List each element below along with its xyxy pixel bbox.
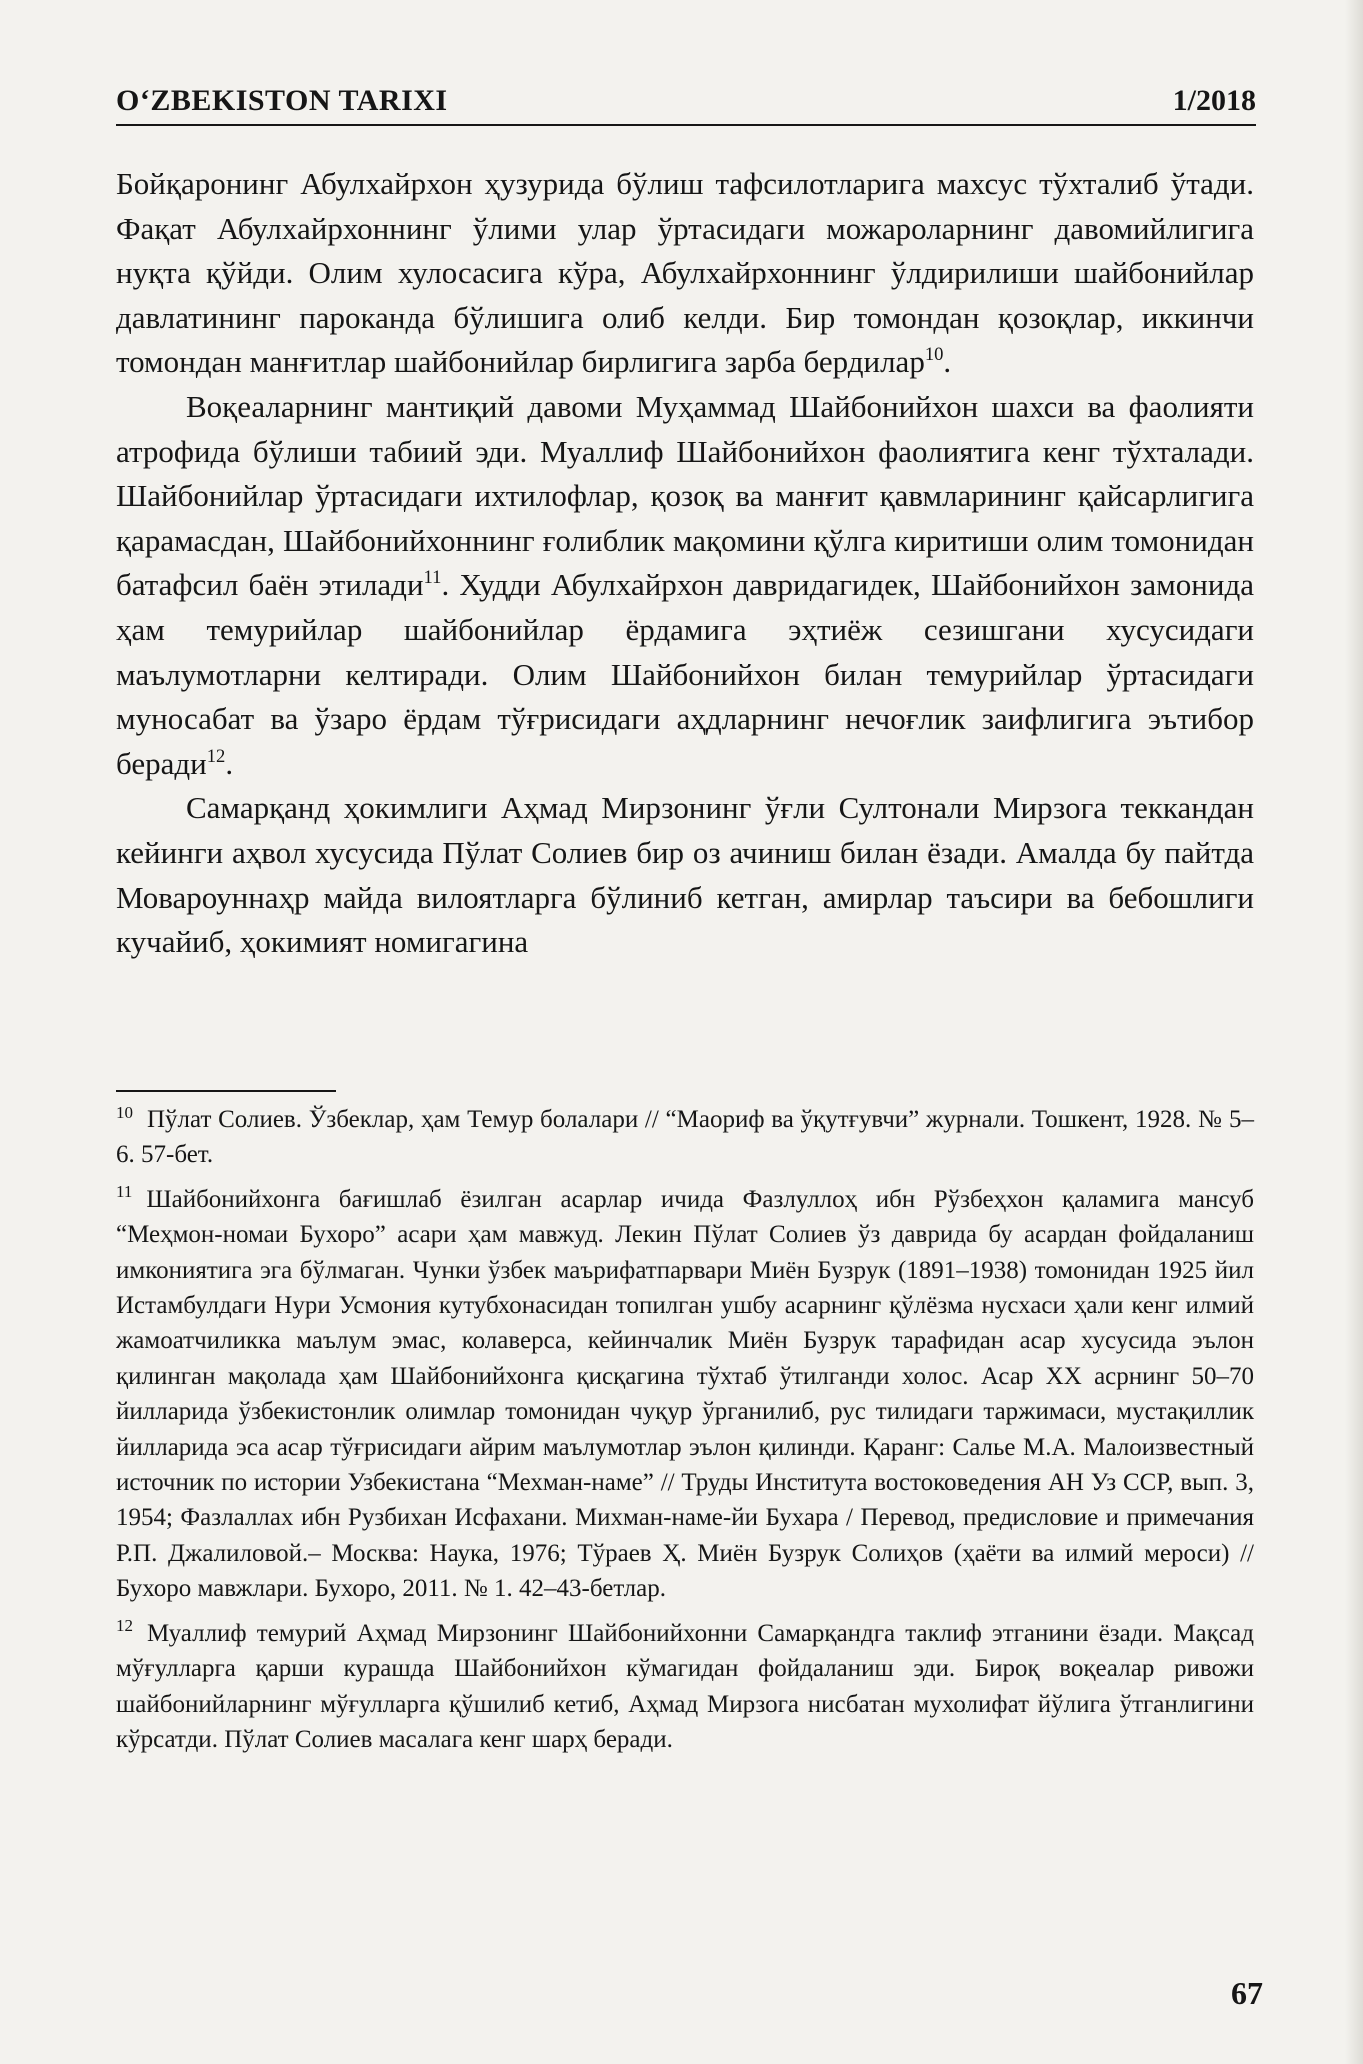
issue-number: 1/2018 [1172,84,1256,117]
footnote-ref: 11 [423,567,442,589]
paragraph-1 [116,162,1254,385]
footnote-11 [116,1182,1254,1607]
main-text [116,162,1254,965]
header-rule [116,124,1256,126]
paragraph-2 [116,385,1254,786]
paragraph-3 [116,786,1254,964]
footnote-text: Пўлат Солиев. Ўзбеклар, ҳам Темур болалари // “Маориф ва ўқутғувчи” журнали. Тошкент, 1928. № 5–6. 57-бет. [116,1106,1254,1169]
footnote-ref: 12 [206,745,226,767]
page-number: 67 [1231,1975,1263,2011]
footnote-text: Шайбонийхонга бағишлаб ёзилган асарлар ичида Фазлуллоҳ ибн Рўзбеҳхон қаламига мансуб “Меҳмон-номаи Бухоро” асари ҳам мавжуд. Лекин Пўлат Солиев ўз даврида бу асардан фойдаланиш имкониятига эга бўлмаган. Чунки ўзбек маърифатпарвари Миён Бузрук (1891–1938) томонидан 1925 йил Истамбулдаги Нури Усмония кутубхонасидан топилган ушбу асарнинг қўлёзма нусхаси ҳали кенг илмий жамоатчиликка маълум эмас, колаверса, кейинчалик Миён Бузрук тарафидан асар хусусида эълон қилинган мақолада ҳам Шайбонийхонга қисқагина тўхтаб ўтилганди холос. Асар XX асрнинг 50–70 йилларида ўзбекистонлик олимлар томонидан чуқур ўрганилиб, рус тилидаги таржимаси, мустақиллик йилларида эса асар тўғрисидаги айрим маълумотлар эълон қилинди. Қаранг: Салье М.А. Малоизвестный источник по истории Узбекистана “Мехман-наме” // Труды Института востоковедения АН Уз ССР, вып. 3, 1954; Фазлаллах ибн Рузбихан Исфахани. Михман-наме-йи Бухара / Перевод, предисловие и примечания Р.П. Джалиловой.– Москва: Наука, 1976; Тўраев Ҳ. Миён Бузрук Солиҳов (ҳаёти ва илмий мероси) // Бухоро мавжлари. Бухоро, 2011. № 1. 42–43-бетлар. [116,1185,1254,1603]
footnote-number: 12 [116,1616,133,1636]
paragraph-text: Воқеаларнинг мантиқий давоми Муҳаммад Шайбонийхон шахси ва фаолияти атрофида бўлиши табиий эди. Муаллиф Шайбонийхон фаолиятига кенг тўхталади. Шайбонийлар ўртасидаги ихтилофлар, қозоқ ва манғит қавмларининг қайсарлигига қарамасдан, Шайбонийхоннинг ғолиблик мақомини қўлга киритиши олим томонидан батафсил баён этилади [116,388,1254,603]
journal-title: O‘ZBEKISTON TARIXI [116,84,448,117]
footnote-separator [116,1090,336,1092]
paragraph-text: Самарқанд ҳокимлиги Аҳмад Мирзонинг ўғли Султонали Мирзога теккандан кейинги аҳвол хусусида Пўлат Солиев бир оз ачиниш билан ёзади. Амалда бу пайтда Мовароуннаҳр майда вилоятларга бўлиниб кетган, амирлар таъсири ва бебошлиги кучайиб, ҳокимият номигагина [116,790,1254,960]
footnote-12 [116,1616,1254,1758]
page-edge-shadow [1345,0,1363,2064]
footnote-number: 10 [116,1102,133,1122]
footnote-number: 11 [116,1182,133,1202]
paragraph-text: . [225,745,234,781]
footnotes [116,1102,1254,1766]
paragraph-text: . [943,344,952,380]
footnote-text: Муаллиф темурий Аҳмад Мирзонинг Шайбонийхонни Самарқандга таклиф этганини ёзади. Мақсад мўғулларга қарши курашда Шайбонийхон кўмагидан фойдаланиш эди. Бироқ воқеалар ривожи шайбонийларнинг мўғулларга қўшилиб кетиб, Аҳмад Мирзога нисбатан мухолифат йўлига ўтганлигини кўрсатди. Пўлат Солиев масалага кенг шарҳ беради. [116,1619,1254,1753]
paragraph-text: Бойқаронинг Абулхайрхон ҳузурида бўлиш тафсилотларига махсус тўхталиб ўтади. Фақат Абулхайрхоннинг ўлими улар ўртасидаги можароларнинг давомийлигига нуқта қўйди. Олим хулосасига кўра, Абулхайрхоннинг ўлдирилиши шайбонийлар давлатининг пароканда бўлишига олиб келди. Бир томондан қозоқлар, иккинчи томондан манғитлар шайбонийлар бирлигига зарба бердилар [116,166,1254,380]
paragraph-text: . Худди Абулхайрхон давридагидек, Шайбонийхон замонида ҳам темурийлар шайбонийлар ёрдамига эҳтиёж сезишгани хусусидаги маълумотларни келтиради. Олим Шайбонийхон билан темурийлар ўртасидаги муносабат ва ўзаро ёрдам тўғрисидаги аҳдларнинг нечоғлик заифлигига эътибор беради [116,567,1255,781]
running-header [116,84,1256,128]
footnote-10 [116,1102,1254,1173]
footnote-ref: 10 [924,344,944,366]
